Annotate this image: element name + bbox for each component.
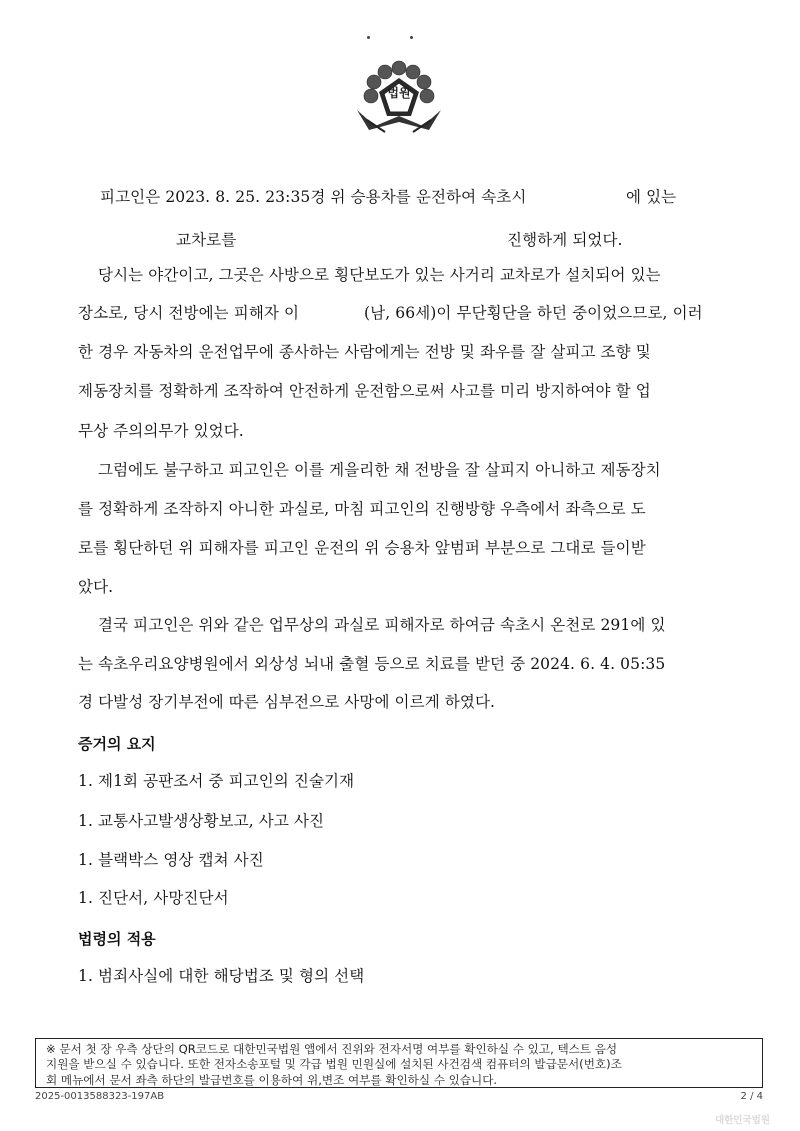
verification-notice bbox=[35, 1038, 763, 1088]
paragraph-3-line-1: 그럼에도 불구하고 피고인은 이를 게을리한 채 전방을 잘 살피지 아니하고 제동장치 bbox=[98, 461, 661, 479]
paragraph-1-line-1-tail: 에 있는 bbox=[626, 188, 677, 206]
paragraph-2-line-2: 장소로, 당시 전방에는 피해자 이 bbox=[78, 304, 300, 322]
paragraph-2-line-4: 제동장치를 정확하게 조작하여 안전하게 운전함으로써 사고를 미리 방지하여야 할 업 bbox=[78, 382, 651, 400]
paragraph-4-line-3: 경 다발성 장기부전에 따른 심부전으로 사망에 이르게 하였다. bbox=[78, 693, 496, 711]
page-number: 2 / 4 bbox=[740, 1091, 763, 1102]
scan-mark-left bbox=[367, 36, 370, 39]
paragraph-2-line-3: 한 경우 자동차의 운전업무에 종사하는 사람에게는 전방 및 좌우를 잘 살피고 조향 및 bbox=[78, 343, 651, 361]
evidence-heading: 증거의 요지 bbox=[78, 735, 156, 753]
paragraph-4-line-2: 는 속초우리요양병원에서 외상성 뇌내 출혈 등으로 치료를 받던 중 2024. 6. 4. 05:35 bbox=[78, 655, 666, 673]
law-heading: 법령의 적용 bbox=[78, 930, 156, 948]
paragraph-1-line-2: 교차로를 bbox=[176, 231, 237, 249]
paragraph-2-line-1: 당시는 야간이고, 그곳은 사방으로 횡단보도가 있는 사거리 교차로가 설치되어 있는 bbox=[98, 266, 661, 284]
court-seal-label: 법원 bbox=[387, 86, 411, 100]
evidence-item-3: 1. 블랙박스 영상 캡쳐 사진 bbox=[78, 851, 264, 869]
evidence-item-2: 1. 교통사고발생상황보고, 사고 사진 bbox=[78, 812, 325, 830]
court-watermark: 대한민국법원 bbox=[714, 1115, 770, 1126]
paragraph-1-line-2-tail: 진행하게 되었다. bbox=[507, 231, 623, 249]
evidence-item-4: 1. 진단서, 사망진단서 bbox=[78, 889, 229, 907]
court-seal bbox=[347, 50, 451, 142]
evidence-item-1: 1. 제1회 공판조서 중 피고인의 진술기재 bbox=[78, 772, 355, 790]
law-item-1: 1. 범죄사실에 대한 해당법조 및 형의 선택 bbox=[78, 967, 365, 985]
paragraph-4-line-1: 결국 피고인은 위와 같은 업무상의 과실로 피해자로 하여금 속초시 온천로 291에 있 bbox=[98, 616, 666, 634]
notice-line-1: ※ 문서 첫 장 우측 상단의 QR코드로 대한민국법원 앱에서 진위와 전자서명 여부를 확인하실 수 있고, 텍스트 음성 bbox=[46, 1042, 618, 1056]
paragraph-2-line-2-tail: (남, 66세)이 무단횡단을 하던 중이었으므로, 이러 bbox=[364, 304, 703, 322]
issue-number: 2025-0013588323-197AB bbox=[35, 1091, 165, 1102]
paragraph-1-line-1: 피고인은 2023. 8. 25. 23:35경 위 승용차를 운전하여 속초시 bbox=[100, 188, 527, 206]
notice-line-3: 회 메뉴에서 문서 좌측 하단의 발급번호를 이용하여 위,변조 여부를 확인하실 수 있습니다. bbox=[46, 1072, 498, 1087]
paragraph-3-line-4: 았다. bbox=[78, 578, 114, 596]
paragraph-3-line-3: 로를 횡단하던 위 피해자를 피고인 운전의 위 승용차 앞범퍼 부분으로 그대로 들이받 bbox=[78, 539, 646, 557]
paragraph-3-line-2: 를 정확하게 조작하지 아니한 과실로, 마침 피고인의 진행방향 우측에서 좌측으로 도 bbox=[78, 500, 646, 518]
notice-line-2: 지원을 받으실 수 있습니다. 또한 전자소송포털 및 각급 법원 민원실에 설치된 사건검색 컴퓨터의 발급문서(번호)조 bbox=[46, 1057, 622, 1072]
paragraph-2-line-5: 무상 주의의무가 있었다. bbox=[78, 422, 244, 440]
scan-mark-right bbox=[410, 36, 413, 39]
